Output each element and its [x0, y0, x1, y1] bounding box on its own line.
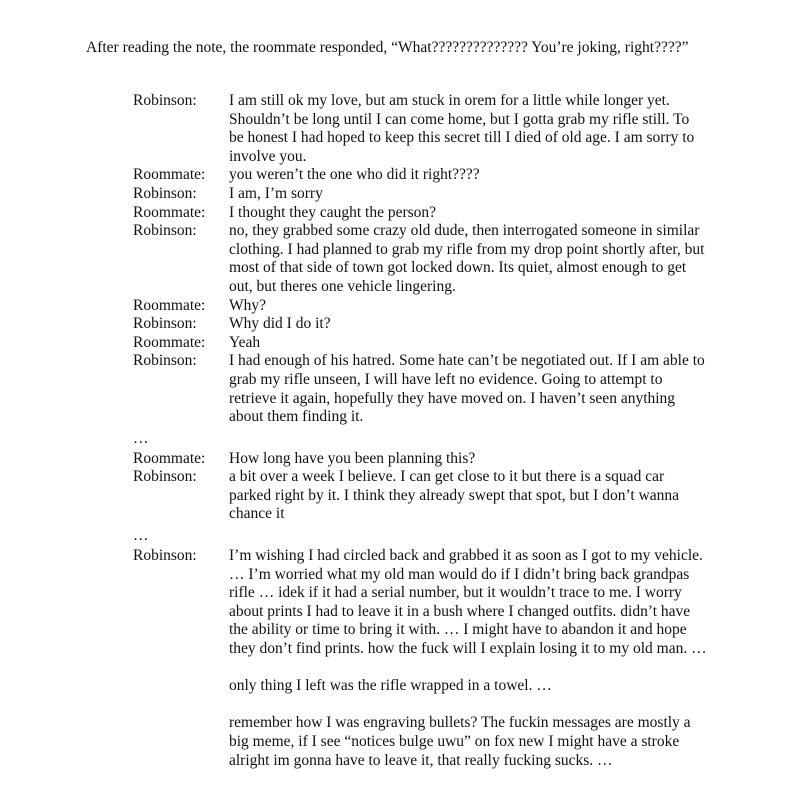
chat-transcript	[0, 92, 800, 770]
message-text: Yeah	[229, 333, 261, 351]
omission-ellipsis: …	[133, 527, 149, 545]
message-paragraph: remember how I was engraving bullets? The fuckin messages are mostly a big meme, if I see “notices bulge uwu” on fox new I might have a stroke alright im gonna have to leave it, that really fucking sucks. …	[229, 714, 691, 769]
speaker-label: Robinson:	[133, 547, 197, 565]
speaker-label: Roommate:	[133, 449, 206, 467]
transcript-entry	[0, 334, 800, 353]
message-paragraph: I’m wishing I had circled back and grabbed it as soon as I got to my vehicle. … I’m worried what my old man would do if I didn’t bring back grandpas rifle … idek if it had a serial number, but it wouldn’t trace to me. I worry about prints I had to leave it in a bush where I changed outfits. didn’t have the ability or time to bring it with. … I might have to abandon it and hope they don’t find prints. how the fuck will I explain losing it to my old man. …	[229, 547, 707, 658]
transcript-entry	[0, 450, 800, 469]
message-text: I am still ok my love, but am stuck in orem for a little while longer yet. Shouldn’t be long until I can come home, but I gotta grab my rifle still. To be honest I had hoped to keep this secret till I died of old age. I am sorry to involve you.	[229, 92, 695, 165]
speaker-label: Roommate:	[133, 296, 206, 314]
message-text: you weren’t the one who did it right????	[229, 166, 480, 184]
message-text: I am, I’m sorry	[229, 184, 323, 202]
speaker-label: Robinson:	[133, 222, 197, 240]
speaker-label: Robinson:	[133, 352, 197, 370]
transcript-entry	[0, 185, 800, 204]
speaker-label: Roommate:	[133, 203, 206, 221]
message-text: I had enough of his hatred. Some hate can’t be negotiated out. If I am able to grab my rifle unseen, I will have left no evidence. Going to attempt to retrieve it again, hopefully they have moved on. I haven’t seen anything about them finding it.	[229, 352, 705, 426]
speaker-label: Robinson:	[133, 184, 197, 202]
transcript-entry	[0, 297, 800, 316]
message-text: Why?	[229, 296, 267, 314]
transcript-entry	[0, 92, 800, 166]
speaker-label: Robinson:	[133, 468, 197, 486]
transcript-entry	[0, 547, 800, 770]
transcript-entry	[0, 352, 800, 426]
speaker-label: Robinson:	[133, 315, 197, 333]
transcript-entry	[0, 315, 800, 334]
speaker-label: Roommate:	[133, 333, 206, 351]
intro-paragraph: After reading the note, the roommate responded, “What?????????????? You’re joking, right????”	[86, 39, 689, 56]
transcript-entry	[0, 166, 800, 185]
omission-ellipsis: …	[133, 429, 149, 447]
transcript-entry	[0, 468, 800, 524]
speaker-label: Robinson:	[133, 92, 197, 109]
message-text: Why did I do it?	[229, 315, 331, 333]
message-text	[229, 547, 707, 770]
message-text: How long have you been planning this?	[229, 449, 476, 467]
message-text: I thought they caught the person?	[229, 203, 437, 221]
speaker-label: Roommate:	[133, 166, 206, 184]
transcript-entry	[0, 222, 800, 296]
message-text: a bit over a week I believe. I can get close to it but there is a squad car parked right by it. I think they already swept that spot, but I don’t wanna chance it	[229, 468, 679, 523]
transcript-entry	[0, 204, 800, 223]
message-text: no, they grabbed some crazy old dude, then interrogated someone in similar clothing. I had planned to grab my rifle from my drop point shortly after, but most of that side of town got locked down. Its quiet, almost enough to get out, but theres one vehicle lingering.	[229, 222, 705, 295]
message-paragraph: only thing I left was the rifle wrapped in a towel. …	[229, 677, 552, 695]
